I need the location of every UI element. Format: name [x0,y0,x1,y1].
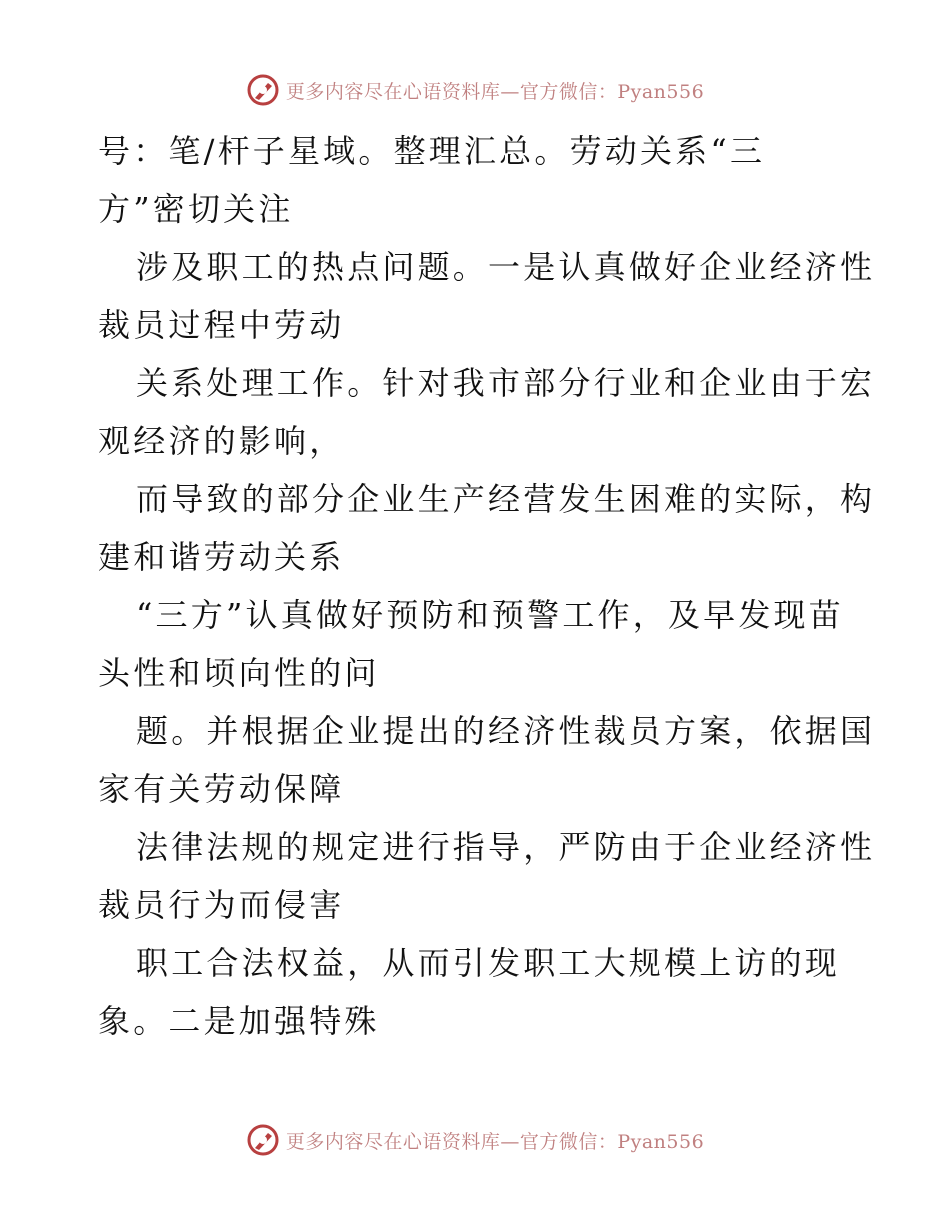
text-line: 头性和顷向性的问 [98,654,380,692]
text-line: 建和谐劳动关系 [98,538,345,576]
text-line: 象。二是加强特殊 [98,1002,380,1040]
text-line: 观经济的影响， [98,422,345,460]
footer-banner-text: 更多内容尽在心语资料库—官方微信：Pyan556 [285,1130,705,1153]
text-line: 题。并根据企业提出的经济性裁员方案，依据国 [136,712,876,750]
text-line: 家有关劳动保障 [98,770,345,808]
text-line: “三方”认真做好预防和预警工作，及早发现苗 [136,596,844,634]
document-body [98,122,876,1050]
footer-banner [0,1120,950,1160]
text-line: 法律法规的规定进行指导，严防由于企业经济性 [136,828,876,866]
text-line: 裁员过程中劳动 [98,306,345,344]
header-banner [0,70,950,110]
text-line: 而导致的部分企业生产经营发生困难的实际，构 [136,480,876,518]
header-banner-text: 更多内容尽在心语资料库—官方微信：Pyan556 [285,80,705,103]
text-line: 职工合法权益，从而引发职工大规模上访的现 [136,944,841,982]
text-line: 关系处理工作。针对我市部分行业和企业由于宏 [136,364,876,402]
text-line: 方”密切关注 [98,190,294,228]
pen-circle-logo-icon [246,73,280,107]
text-line: 号：笔/杆子星域。整理汇总。劳动关系“三 [98,132,766,170]
pen-circle-logo-icon [246,1123,280,1157]
text-line: 涉及职工的热点问题。一是认真做好企业经济性 [136,248,876,286]
text-line: 裁员行为而侵害 [98,886,345,924]
